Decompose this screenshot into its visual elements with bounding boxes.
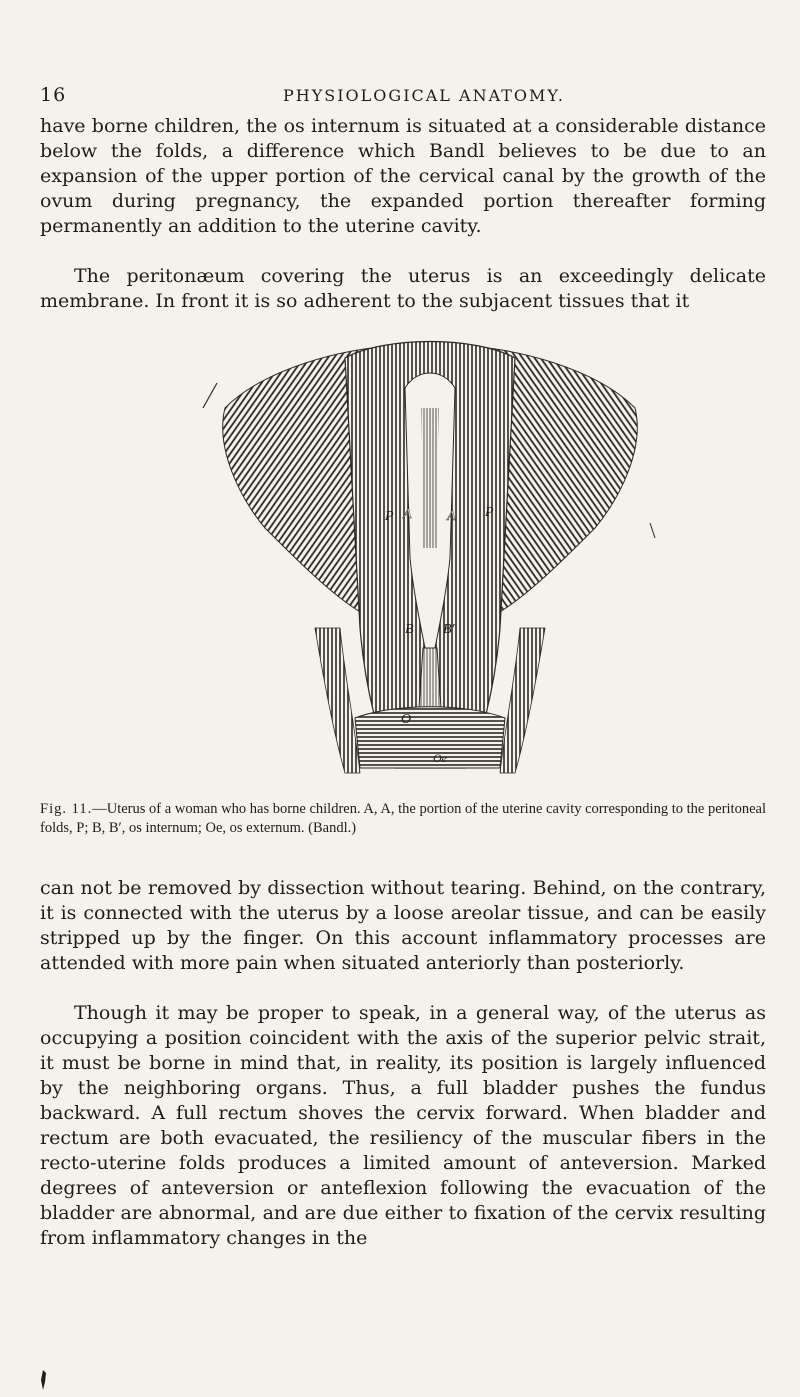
vaginal-portion — [355, 707, 505, 768]
label-oe: Oe — [433, 751, 447, 765]
label-b: B — [405, 622, 414, 637]
running-head — [40, 84, 778, 112]
paragraph-4: Though it may be proper to speak, in a general way, of the uterus as occupying a position coincident with the axis of the superior pelvic strait, it must be borne in mind that, in reality, its position is largely influenced by the neighboring organs. Thus, a full bladder pushes the fundus backward. A full rectum shoves the cervix forward. When bladder and rectum are both evacuated, the resiliency of the muscular fibers in the recto-uterine folds produces a limited amount of anteversion. Marked degrees of anteversion or anteflexion following the evacuation of the bladder are abnormal, and are due either to fixation of the cervix resulting from inflammatory changes in the — [40, 1002, 766, 1249]
paragraph-3: can not be removed by dissection without tearing. Behind, on the contrary, it is connected with the uterus by a loose areolar tissue, and can be easily stripped up by the finger. On this account inflammatory processes are attended with more pain when situated anteriorly than posteriorly. — [40, 877, 766, 974]
label-p-left: P — [385, 509, 394, 524]
paragraph-2: The peritonæum covering the uterus is an exceedingly delicate membrane. In front it is so adherent to the subjacent tissues that it — [40, 265, 766, 312]
label-a-left: A — [403, 507, 412, 522]
figure-caption-text: —Uterus of a woman who has borne children. A, A, the portion of the uterine cavity corresponding to the peritoneal folds, P; B, B′, os internum; Oe, os externum. (Bandl.) — [40, 801, 766, 836]
figure-caption — [40, 800, 766, 838]
paragraph-1: have borne children, the os internum is situated at a considerable distance below the folds, a difference which Bandl believes to be due to an expansion of the upper portion of the cervical canal by the growth of the ovum during pregnancy, the expanded portion thereafter forming permanently an addition to the uterine cavity. — [40, 115, 766, 237]
label-b-prime: B′ — [443, 622, 455, 637]
figure-caption-label: Fig. 11. — [40, 801, 93, 817]
label-a-right: A — [447, 509, 456, 524]
label-p-right: P — [485, 505, 494, 520]
page-number: 16 — [40, 84, 67, 106]
running-title: PHYSIOLOGICAL ANATOMY. — [282, 86, 566, 105]
uterus-engraving-figure — [195, 328, 665, 788]
uterus-engraving — [195, 328, 665, 788]
label-o: O — [401, 712, 412, 727]
ink-blot — [40, 1370, 48, 1390]
